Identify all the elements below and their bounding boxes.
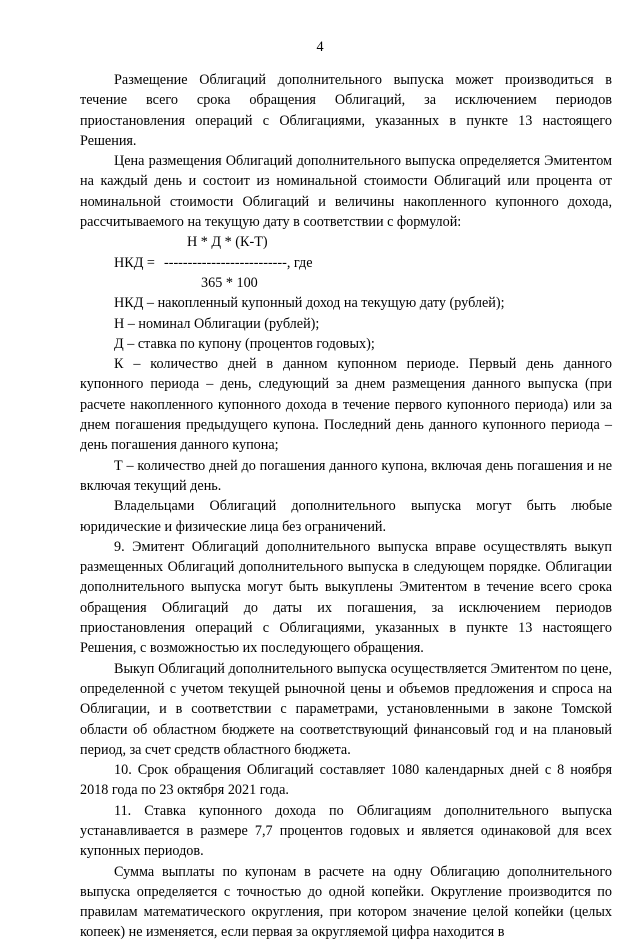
paragraph-11-coupon-rate: 11. Ставка купонного дохода по Облигациям дополнительного выпуска устанавливается в размере 7,7 процентов годовых и является одинаковой для всех купонных периодов.	[80, 802, 612, 860]
paragraph-placement-period: Размещение Облигаций дополнительного выпуска может производиться в течение всего срока обращения Облигаций, за исключением периодов приостановления операций с Облигациями, указанных в пункте 13 настоящего Решения.	[80, 72, 612, 149]
definition-n: Н – номинал Облигации (рублей);	[114, 315, 320, 332]
paragraph-10-term: 10. Срок обращения Облигаций составляет 1080 календарных дней с 8 ноября 2018 года по 23 октября 2021 года.	[80, 762, 612, 799]
formula-denominator: 365 * 100	[201, 274, 258, 291]
paragraph-owners: Владельцами Облигаций дополнительного выпуска могут быть любые юридические и физические лица без ограничений.	[80, 498, 612, 535]
definition-nkd: НКД – накопленный купонный доход на текущую дату (рублей);	[114, 295, 505, 312]
paragraph-coupon-payment: Сумма выплаты по купонам в расчете на одну Облигацию дополнительного выпуска определяется с точностью до одной копейки. Округление производится по правилам математического округления, при котором значение целой копейки (целых копеек) не изменяется, если первая за округляемой цифра находится в	[80, 863, 612, 941]
paragraph-placement-price: Цена размещения Облигаций дополнительного выпуска определяется Эмитентом на каждый день и состоит из номинальной стоимости Облигаций или процента от номинальной стоимости Облигаций и величины накопленного купонного дохода, рассчитываемого на текущую дату в соответствии с формулой:	[80, 153, 612, 231]
paragraph-9-buyback-price: Выкуп Облигаций дополнительного выпуска осуществляется Эмитентом по цене, определенной с учетом текущей рыночной цены и объемов предложения и спроса на Облигации, и в соответствии с параметрами, установленными в законе Томской области об областном бюджете на соответствующий финансовый год и на плановый период, за счет средств областного бюджета.	[80, 660, 612, 758]
formula-lhs: НКД =	[114, 254, 155, 271]
page-number: 4	[316, 39, 324, 55]
paragraph-9-buyback: 9. Эмитент Облигаций дополнительного выпуска вправе осуществлять выкуп размещенных Облигаций дополнительного выпуска в следующем порядке. Облигации дополнительного выпуска могут быть выкуплены Эмитентом в течение всего срока обращения Облигаций до даты их погашения, за исключением периодов приостановления операций с Облигациями, указанных в пункте 13 настоящего Решения, с возможностью их последующего обращения.	[80, 538, 612, 657]
definition-d: Д – ставка по купону (процентов годовых);	[114, 335, 375, 352]
document-body	[80, 70, 612, 943]
definition-k: К – количество дней в данном купонном периоде. Первый день данного купонного периода – день, следующий за днем размещения данного выпуска (при расчете накопленного купонного дохода в течение первого купонного периода) или за днем погашения предыдущего купона. Последний день данного купонного периода – день погашения данного купона;	[80, 356, 612, 454]
formula-numerator: Н * Д * (К-Т)	[187, 234, 268, 251]
formula	[80, 232, 612, 293]
definition-t: Т – количество дней до погашения данного купона, включая день погашения и не включая текущий день.	[80, 457, 612, 494]
formula-fraction-bar: --------------------------, где	[164, 254, 313, 271]
